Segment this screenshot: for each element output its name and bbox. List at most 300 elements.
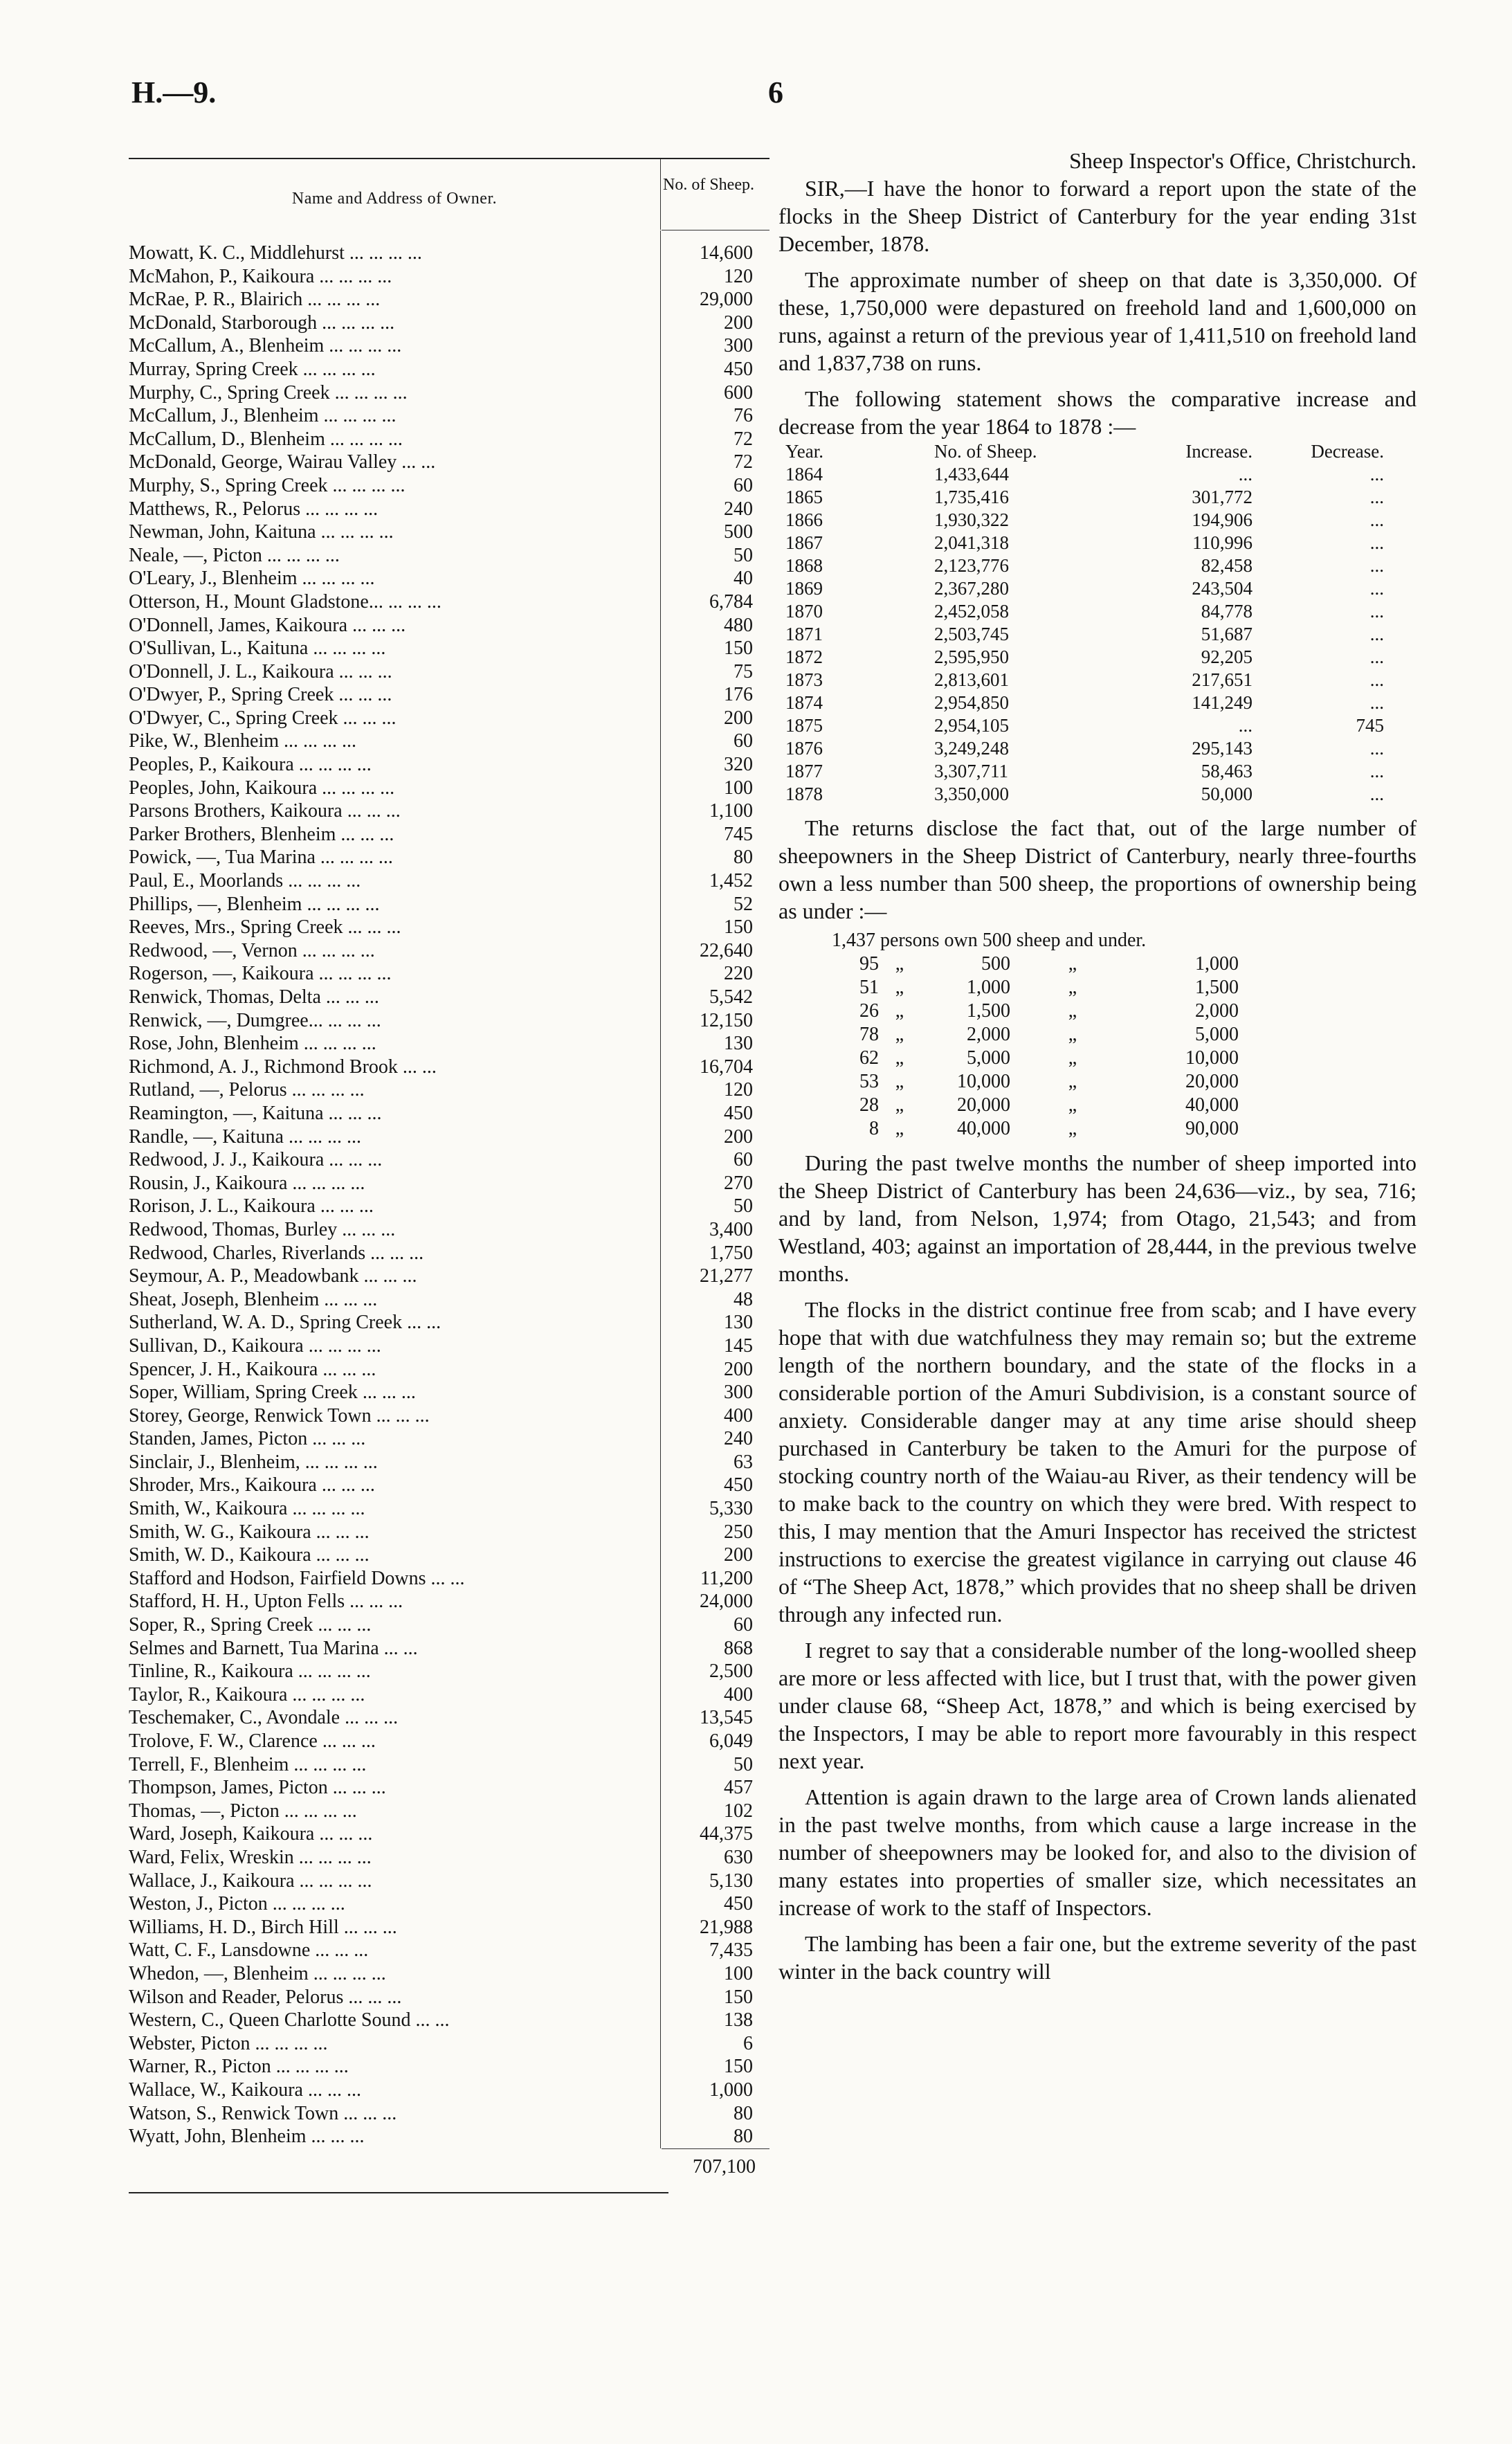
stats-cell: ... (1369, 646, 1384, 667)
sheep-count: 72 (734, 451, 753, 473)
stats-cell: 1870 (785, 601, 823, 622)
stats-cell: ... (1369, 669, 1384, 690)
stats-cell: 2,367,280 (934, 578, 1009, 599)
ownership-cell: 8 (869, 1118, 879, 1139)
owner-name: Ward, Felix, Wreskin ... ... ... ... (129, 1846, 372, 1868)
table-row (129, 730, 769, 753)
owner-name: Redwood, Thomas, Burley ... ... ... (129, 1218, 396, 1240)
stats-cell: 2,954,105 (934, 715, 1009, 736)
stats-cell: 3,350,000 (934, 784, 1009, 804)
stats-row (778, 623, 1417, 646)
table-row (129, 1358, 769, 1382)
stats-cell: ... (1369, 487, 1384, 507)
ownership-cell: 26 (859, 1000, 879, 1022)
stats-cell: 194,906 (1192, 509, 1253, 530)
table-row (129, 2079, 769, 2102)
stats-cell: 2,452,058 (934, 601, 1009, 622)
table-row (129, 1683, 769, 1707)
table-row (129, 311, 769, 335)
table-row (129, 1846, 769, 1870)
sheep-count: 72 (734, 428, 753, 450)
stats-row (778, 532, 1417, 554)
stats-cell: 2,041,318 (934, 532, 1009, 553)
sheep-count: 44,375 (700, 1823, 753, 1845)
ownership-cell: 40,000 (957, 1118, 1010, 1139)
table-row (129, 334, 769, 358)
ownership-cell: „ (895, 977, 904, 998)
owner-name: Tinline, R., Kaikoura ... ... ... ... (129, 1660, 371, 1683)
stats-cell: 50,000 (1201, 784, 1253, 804)
sheep-count: 300 (724, 335, 753, 357)
stats-row (778, 577, 1417, 600)
table-row (129, 1404, 769, 1428)
sheep-count: 100 (724, 777, 753, 799)
table-row (129, 1962, 769, 1986)
owner-name: Redwood, Charles, Riverlands ... ... ... (129, 1242, 424, 1264)
owner-name: Peoples, John, Kaikoura ... ... ... ... (129, 777, 395, 799)
table-row (129, 637, 769, 660)
sheep-count: 16,704 (700, 1056, 753, 1078)
owner-name: Storey, George, Renwick Town ... ... ... (129, 1404, 430, 1427)
sheep-count: 138 (724, 2009, 753, 2031)
table-row (129, 1078, 769, 1102)
ownership-table (778, 952, 1417, 1141)
sheep-count: 50 (734, 1753, 753, 1775)
sheep-count: 22,640 (700, 939, 753, 961)
owner-name: Teschemaker, C., Avondale ... ... ... (129, 1707, 399, 1729)
owner-name: McCallum, D., Blenheim ... ... ... ... (129, 428, 403, 450)
sheep-count: 11,200 (700, 1567, 753, 1589)
table-row (129, 777, 769, 800)
stats-row (778, 714, 1417, 737)
stats-cell: 84,778 (1201, 601, 1253, 622)
table-row (129, 1265, 769, 1288)
stats-cell: ... (1369, 578, 1384, 599)
table-row (129, 614, 769, 637)
ownership-cell: 5,000 (967, 1047, 1010, 1069)
sheep-count: 21,988 (700, 1916, 753, 1938)
sheep-count: 150 (724, 916, 753, 939)
stats-cell: 1868 (785, 555, 823, 576)
table-row (129, 1822, 769, 1846)
stats-cell: 1867 (785, 532, 823, 553)
table-row (129, 2125, 769, 2148)
owner-name: Shroder, Mrs., Kaikoura ... ... ... (129, 1474, 375, 1496)
ownership-cell: 2,000 (967, 1024, 1010, 1045)
sheep-count: 102 (724, 1800, 753, 1822)
owner-name: Seymour, A. P., Meadowbank ... ... ... (129, 1265, 417, 1287)
stats-column-header: Increase. (1185, 441, 1253, 462)
paragraph-2: The approximate number of sheep on that date is 3,350,000. Of these, 1,750,000 were depastured on freehold land and 1,600,000 on runs, against a return of the previous year of 1,411,510 on freehold land and 1,837,738 on runs. (778, 267, 1417, 375)
owner-name: Williams, H. D., Birch Hill ... ... ... (129, 1916, 397, 1938)
stats-cell: 3,249,248 (934, 738, 1009, 759)
stats-cell: ... (1369, 624, 1384, 644)
owner-name: Reeves, Mrs., Spring Creek ... ... ... (129, 916, 401, 939)
table-row (129, 1613, 769, 1637)
owner-name: Sheat, Joseph, Blenheim ... ... ... (129, 1288, 378, 1310)
owner-name: Murphy, S., Spring Creek ... ... ... ... (129, 474, 406, 496)
stats-row (778, 691, 1417, 714)
sheep-count: 60 (734, 474, 753, 496)
sheep-count: 745 (724, 823, 753, 845)
ownership-cell: 10,000 (1185, 1047, 1239, 1069)
stats-cell: ... (1369, 555, 1384, 576)
stats-cell: 51,687 (1201, 624, 1253, 644)
ownership-cell: „ (895, 1047, 904, 1069)
table-row (129, 1753, 769, 1777)
table-row (129, 1916, 769, 1939)
sheep-count: 50 (734, 544, 753, 566)
table-row (129, 404, 769, 428)
sheep-count: 75 (734, 660, 753, 682)
table-row (129, 1800, 769, 1823)
owner-name: Sullivan, D., Kaikoura ... ... ... ... (129, 1334, 381, 1357)
paragraph-9: The lambing has been a fair one, but the extreme severity of the past winter in the back country will (778, 1931, 1417, 1984)
page-header (131, 75, 1432, 116)
ownership-cell: „ (895, 1118, 904, 1139)
table-row (129, 1660, 769, 1683)
owner-name: Peoples, P., Kaikoura ... ... ... ... (129, 754, 372, 776)
total-value: 707,100 (693, 2155, 756, 2178)
ownership-cell: 1,000 (1195, 953, 1239, 975)
stats-cell: ... (1369, 761, 1384, 781)
sheep-count: 6,784 (709, 590, 753, 613)
owner-name: Powick, —, Tua Marina ... ... ... ... (129, 847, 393, 869)
stats-cell: 1871 (785, 624, 823, 644)
owners-table (129, 158, 769, 2193)
ownership-cell: 51 (859, 977, 879, 998)
ownership-cell: 20,000 (957, 1094, 1010, 1116)
ownership-cell: 40,000 (1185, 1094, 1239, 1116)
stats-cell: 3,307,711 (934, 761, 1008, 781)
table-row (129, 1148, 769, 1172)
ownership-cell: „ (895, 953, 904, 975)
ownership-cell: „ (895, 1000, 904, 1022)
owner-name: Matthews, R., Pelorus ... ... ... ... (129, 498, 379, 520)
ownership-cell: „ (895, 1094, 904, 1116)
stats-cell: 243,504 (1192, 578, 1253, 599)
sheep-count: 100 (724, 1962, 753, 1984)
paragraph-7: I regret to say that a considerable number of the long-woolled sheep are more or less affected with lice, but I trust that, with the power given under clause 68, “Sheep Act, 1878,” and which is being exercised by the Inspectors, I may be able to report more favourably in this respect next year. (778, 1638, 1417, 1773)
stats-cell: 1875 (785, 715, 823, 736)
table-row (129, 1032, 769, 1056)
ownership-heading: 1,437 persons own 500 sheep and under. (832, 930, 1147, 951)
stats-cell: 2,954,850 (934, 692, 1009, 713)
table-row (129, 2009, 769, 2032)
owner-name: O'Dwyer, P., Spring Creek ... ... ... (129, 684, 392, 706)
sheep-count: 300 (724, 1382, 753, 1404)
sheep-count: 60 (734, 730, 753, 752)
sheep-count: 240 (724, 1428, 753, 1450)
owner-name: Renwick, —, Dumgree... ... ... ... (129, 1009, 381, 1031)
sheep-count: 130 (724, 1033, 753, 1055)
stats-cell: 1865 (785, 487, 823, 507)
table-row (129, 1451, 769, 1474)
owner-name: Western, C., Queen Charlotte Sound ... ... (129, 2009, 450, 2031)
table-row (129, 1381, 769, 1404)
owner-name: Murray, Spring Creek ... ... ... ... (129, 358, 376, 380)
owner-name: Rogerson, —, Kaikoura ... ... ... ... (129, 963, 392, 985)
ownership-row (778, 952, 1417, 976)
table-row (129, 1311, 769, 1334)
paragraph-8: Attention is again drawn to the large area of Crown lands alienated in the past twelve months, from which cause a large increase in the number of sheepowners may be looked for, and also to the division of many estates into properties of smaller size, which necessitates an increase of work to the staff of Inspectors. (778, 1784, 1417, 1920)
paragraph-3: The following statement shows the comparative increase and decrease from the year 1864 to 1878 :— (778, 386, 1417, 439)
stats-column-header: Year. (785, 441, 824, 462)
table-row (129, 1427, 769, 1451)
ownership-cell: 1,500 (967, 1000, 1010, 1022)
table-row (129, 939, 769, 963)
stats-cell: ... (1238, 464, 1253, 485)
sheep-count: 2,500 (709, 1660, 753, 1683)
owner-name: Richmond, A. J., Richmond Brook ... ... (129, 1056, 437, 1078)
table-row (129, 1242, 769, 1265)
owner-name: O'Leary, J., Blenheim ... ... ... ... (129, 568, 375, 590)
report-column (778, 147, 1417, 1985)
owner-name: Sutherland, W. A. D., Spring Creek ... ... (129, 1312, 441, 1334)
sheep-count: 120 (724, 1079, 753, 1101)
stats-cell: 2,123,776 (934, 555, 1009, 576)
table-row (129, 544, 769, 568)
stats-cell: 1872 (785, 646, 823, 667)
sheep-count: 600 (724, 381, 753, 404)
ownership-row (778, 1047, 1417, 1070)
table-row (129, 916, 769, 939)
sheep-count: 500 (724, 521, 753, 543)
ownership-cell: 5,000 (1195, 1024, 1239, 1045)
owner-name: McCallum, A., Blenheim ... ... ... ... (129, 335, 402, 357)
page-number: 6 (768, 75, 783, 109)
paragraph-4: The returns disclose the fact that, out of the large number of sheepowners in the Sheep District of Canterbury, nearly three-fourths own a less number than 500 sheep, the proportions of ownership being as under :— (778, 815, 1417, 923)
stats-cell: ... (1238, 715, 1253, 736)
owner-name: Renwick, Thomas, Delta ... ... ... (129, 986, 379, 1008)
total-row (662, 2148, 769, 2185)
table-row (129, 1776, 769, 1800)
sheep-count: 6,049 (709, 1730, 753, 1752)
table-row (129, 1497, 769, 1521)
sheep-count: 80 (734, 847, 753, 869)
owner-name: McDonald, George, Wairau Valley ... ... (129, 451, 436, 473)
sheep-count: 14,600 (700, 242, 753, 264)
stats-cell: 1874 (785, 692, 823, 713)
owner-name: Terrell, F., Blenheim ... ... ... ... (129, 1753, 367, 1775)
table-row (129, 660, 769, 684)
owner-name: McCallum, J., Blenheim ... ... ... ... (129, 405, 397, 427)
stats-header (778, 440, 1417, 463)
ownership-cell: „ (1068, 1047, 1077, 1069)
sheep-count: 320 (724, 754, 753, 776)
ownership-row (778, 1023, 1417, 1047)
table-row (129, 823, 769, 847)
sheep-count: 48 (734, 1288, 753, 1310)
ownership-cell: 78 (859, 1024, 879, 1045)
stats-cell: 1873 (785, 669, 823, 690)
sheep-count: 6 (743, 2032, 753, 2054)
stats-cell: 1,930,322 (934, 509, 1009, 530)
sheep-count: 450 (724, 1102, 753, 1124)
table-row (129, 590, 769, 614)
owner-name: Whedon, —, Blenheim ... ... ... ... (129, 1962, 386, 1984)
owner-name: Newman, John, Kaituna ... ... ... ... (129, 521, 394, 543)
sheep-count: 480 (724, 614, 753, 636)
sheep-count: 250 (724, 1521, 753, 1543)
table-row (129, 567, 769, 590)
ownership-cell: „ (1068, 1071, 1077, 1092)
owner-name: Soper, William, Spring Creek ... ... ... (129, 1382, 416, 1404)
sheep-count: 400 (724, 1404, 753, 1427)
stats-row (778, 669, 1417, 691)
stats-cell: 141,249 (1192, 692, 1253, 713)
sheep-count: 200 (724, 707, 753, 729)
table-row (129, 1892, 769, 1916)
stats-cell: 92,205 (1201, 646, 1253, 667)
ownership-cell: 28 (859, 1094, 879, 1116)
owner-name: Rousin, J., Kaikoura ... ... ... ... (129, 1172, 365, 1194)
ownership-cell: 62 (859, 1047, 879, 1069)
stats-cell: 301,772 (1192, 487, 1253, 507)
sheep-count: 450 (724, 1474, 753, 1496)
office-heading: Sheep Inspector's Office, Christchurch. (1069, 148, 1417, 173)
stats-cell: 110,996 (1192, 532, 1253, 553)
owner-name: Trolove, F. W., Clarence ... ... ... (129, 1730, 376, 1752)
sheep-count: 450 (724, 1893, 753, 1915)
table-row (129, 683, 769, 707)
ownership-cell: 2,000 (1195, 1000, 1239, 1022)
sheep-count: 200 (724, 1125, 753, 1148)
stats-row (778, 554, 1417, 577)
ownership-cell: „ (1068, 977, 1077, 998)
sheep-count: 200 (724, 311, 753, 334)
stats-cell: 2,595,950 (934, 646, 1009, 667)
owner-rows (129, 230, 769, 2148)
sheep-count: 130 (724, 1312, 753, 1334)
owner-name: Rose, John, Blenheim ... ... ... ... (129, 1033, 376, 1055)
sheep-count: 220 (724, 963, 753, 985)
owner-name: Paul, E., Moorlands ... ... ... ... (129, 870, 361, 892)
owner-name: Pike, W., Blenheim ... ... ... ... (129, 730, 356, 752)
sheep-count: 63 (734, 1451, 753, 1473)
stats-cell: 1878 (785, 784, 823, 804)
stats-cell: ... (1369, 464, 1384, 485)
paragraph-5: During the past twelve months the number of sheep imported into the Sheep District of Canterbury has been 24,636—viz., by sea, 716; and by land, from Nelson, 1,974; from Otago, 21,543; and from Westland, 403; against an importation of 28,444, in the previous twelve months. (778, 1150, 1417, 1286)
table-row (129, 869, 769, 893)
owner-name: O'Donnell, James, Kaikoura ... ... ... (129, 614, 406, 636)
table-row (129, 962, 769, 986)
ownership-row (778, 1094, 1417, 1117)
sheep-count: 630 (724, 1846, 753, 1868)
sheep-count: 80 (734, 2102, 753, 2124)
stats-table (778, 463, 1417, 806)
stats-cell: 2,503,745 (934, 624, 1009, 644)
owner-name: Watson, S., Renwick Town ... ... ... (129, 2102, 397, 2124)
stats-cell: ... (1369, 601, 1384, 622)
stats-cell: 82,458 (1201, 555, 1253, 576)
owner-name: Selmes and Barnett, Tua Marina ... ... (129, 1637, 418, 1659)
ownership-cell: 95 (859, 953, 879, 975)
sheep-count: 5,130 (709, 1870, 753, 1892)
owner-name: Murphy, C., Spring Creek ... ... ... ... (129, 381, 408, 404)
stats-cell: 1,433,644 (934, 464, 1009, 485)
sheep-count: 150 (724, 1986, 753, 2008)
table-row (129, 1544, 769, 1567)
owner-name: Smith, W. G., Kaikoura ... ... ... (129, 1521, 370, 1543)
sheep-count: 270 (724, 1172, 753, 1194)
ownership-row (778, 1117, 1417, 1141)
document-code: H.—9. (131, 75, 217, 109)
table-row (129, 846, 769, 869)
owner-name: Wallace, W., Kaikoura ... ... ... (129, 2079, 361, 2101)
ownership-cell: 1,000 (967, 977, 1010, 998)
table-row (129, 2032, 769, 2056)
owner-name: Rorison, J. L., Kaikoura ... ... ... (129, 1195, 374, 1218)
owner-name: O'Donnell, J. L., Kaikoura ... ... ... (129, 660, 392, 682)
stats-cell: ... (1369, 509, 1384, 530)
sheep-count: 176 (724, 684, 753, 706)
sheep-count: 3,400 (709, 1218, 753, 1240)
sheep-count: 80 (734, 2126, 753, 2148)
ownership-cell: 10,000 (957, 1071, 1010, 1092)
sheep-count: 1,000 (709, 2079, 753, 2101)
sheep-count: 1,452 (709, 870, 753, 892)
owner-name: Smith, W. D., Kaikoura ... ... ... (129, 1544, 370, 1566)
owner-name: Stafford, H. H., Upton Fells ... ... ... (129, 1591, 403, 1613)
sheep-count: 5,330 (709, 1498, 753, 1520)
owner-name: Otterson, H., Mount Gladstone... ... ... ... (129, 590, 441, 613)
owner-name: Watt, C. F., Lansdowne ... ... ... (129, 1939, 369, 1962)
sheep-count: 13,545 (700, 1707, 753, 1729)
table-row (129, 707, 769, 730)
table-row (129, 498, 769, 521)
table-row (129, 1172, 769, 1195)
sheep-count: 1,750 (709, 1242, 753, 1264)
stats-row (778, 646, 1417, 669)
ownership-cell: 53 (859, 1071, 879, 1092)
table-row (129, 1334, 769, 1358)
paragraph-1: SIR,—I have the honor to forward a report upon the state of the flocks in the Sheep District of Canterbury for the year ending 31st December, 1878. (778, 176, 1417, 256)
sheep-count: 24,000 (700, 1591, 753, 1613)
owner-name: Thompson, James, Picton ... ... ... (129, 1777, 386, 1799)
owner-name: Rutland, —, Pelorus ... ... ... ... (129, 1079, 365, 1101)
sheep-count: 60 (734, 1149, 753, 1171)
ownership-cell: „ (1068, 1024, 1077, 1045)
stats-cell: 217,651 (1192, 669, 1253, 690)
ownership-cell: „ (1068, 1118, 1077, 1139)
stats-cell: 58,463 (1201, 761, 1253, 781)
ownership-cell: „ (1068, 1094, 1077, 1116)
stats-cell: 295,143 (1192, 738, 1253, 759)
ownership-row (778, 1070, 1417, 1094)
stats-cell: ... (1369, 738, 1384, 759)
table-row (129, 265, 769, 289)
sheep-count: 40 (734, 568, 753, 590)
owner-name: Webster, Picton ... ... ... ... (129, 2032, 328, 2054)
sheep-count: 868 (724, 1637, 753, 1659)
owner-name: O'Sullivan, L., Kaituna ... ... ... ... (129, 637, 386, 660)
owner-name: Mowatt, K. C., Middlehurst ... ... ... ... (129, 242, 422, 264)
table-row (129, 521, 769, 544)
owner-column-header: Name and Address of Owner. (291, 190, 498, 208)
owner-name: Parsons Brothers, Kaikoura ... ... ... (129, 800, 401, 822)
stats-column-header: No. of Sheep. (934, 441, 1037, 462)
table-row (129, 1637, 769, 1660)
sheep-count: 150 (724, 2056, 753, 2078)
stats-cell: ... (1369, 532, 1384, 553)
stats-row (778, 600, 1417, 623)
ownership-cell: „ (895, 1071, 904, 1092)
sheep-count: 12,150 (700, 1009, 753, 1031)
sheep-count: 120 (724, 265, 753, 287)
owner-name: O'Dwyer, C., Spring Creek ... ... ... (129, 707, 397, 729)
owner-name: Standen, James, Picton ... ... ... (129, 1428, 366, 1450)
